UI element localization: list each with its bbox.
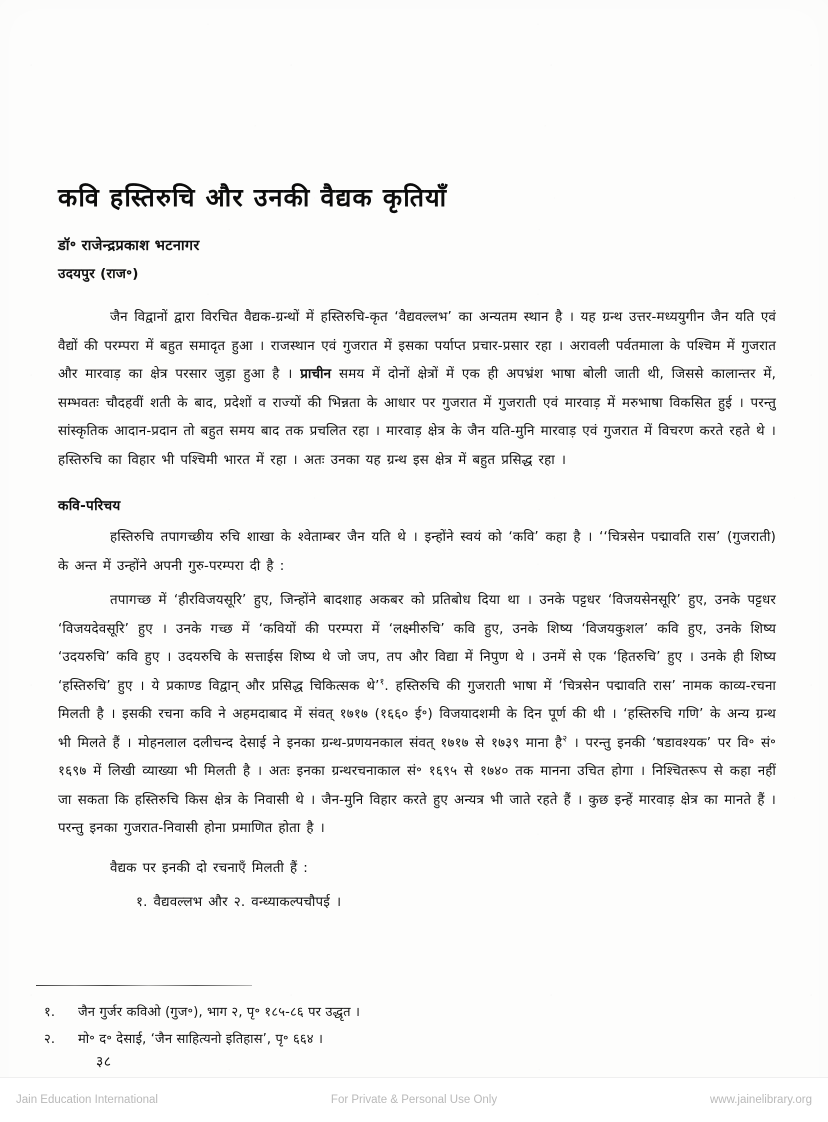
paragraph-intro xyxy=(58,304,776,475)
lineage-part-b: . हस्तिरुचि की गुजराती भाषा में ‘चित्रसेन पद्मावति रास’ नामक काव्य-रचना मिलती है । इसकी रचना कवि ने अहमदाबाद में संवत् १७१७ (१६६० ई॰) विजयादशमी के दिन पूर्ण की थी । ‘हस्तिरुचि गणि’ के अन्य ग्रन्थ भी मिलते हैं । मोहनलाल दलीचन्द देसाई ने इनका ग्रन्थ-प्रणयनकाल संवत् १७१७ से १७३९ माना है xyxy=(58,678,776,751)
page-number: ३८ xyxy=(96,1054,112,1070)
author-name: डॉ॰ राजेन्द्रप्रकाश भटनागर xyxy=(58,238,200,255)
paragraph-intro-part1: जैन विद्वानों द्वारा विरचित वैद्यक-ग्रन्थों में हस्तिरुचि-कृत ‘वैद्यवल्लभ’ का अन्यतम स्थान है । यह ग्रन्थ उत्तर-मध्ययुगीन जैन यति एवं वैद्यों की परम्परा में बहुत समादृत हुआ । राजस्थान एवं गुजरात में इसका पर्याप्त प्रचार-प्रसार रहा । अरावली पर्वतमाला के पश्चिम में गुजरात और मारवाड़ का क्षेत्र परसार जुड़ा हुआ है । xyxy=(58,310,776,383)
paragraph-intro-part2: समय में दोनों क्षेत्रों में एक ही अपभ्रंश भाषा बोली जाती थी, जिससे कालान्तर में, सम्भवतः चौदहवीं शती के बाद, प्रदेशों व राज्यों की भिन्नता के आधार पर गुजरात में गुजराती एवं मारवाड़ में मरुभाषा विकसित हुई । परन्तु सांस्कृतिक आदान-प्रदान तो बहुत समय बाद तक प्रचलित रहा । मारवाड़ क्षेत्र के जैन यति-मुनि मारवाड़ एवं गुजरात में विचरण करते रहते थे । हस्तिरुचि का विहार भी पश्चिमी भारत में रहा । अतः उनका यह ग्रन्थ इस क्षेत्र में बहुत प्रसिद्ध रहा । xyxy=(58,367,776,468)
footnote-ref-2[interactable]: २ xyxy=(562,734,568,745)
footnote-number: २. xyxy=(44,1032,56,1047)
emphasis-prachin: प्राचीन xyxy=(300,367,332,383)
scan-footer-bar xyxy=(0,1077,828,1122)
footer-organization: Jain Education International xyxy=(16,1094,158,1106)
footnote-text: जैन गुर्जर कविओ (गुज॰), भाग २, पृ॰ १८५-८६ पर उद्धृत । xyxy=(78,1005,361,1020)
paragraph-poet-intro: हस्तिरुचि तपागच्छीय रुचि शाखा के श्वेताम्बर जैन यति थे । इन्होंने स्वयं को ‘कवि’ कहा है । ‘‘चित्रसेन पद्मावति रास’ (गुजराती) के अन्त में उन्होंने अपनी गुरु-परम्परा दी है : xyxy=(58,530,776,574)
page-title: कवि हस्तिरुचि और उनकी वैद्यक कृतियाँ xyxy=(58,183,448,212)
section-heading-kavi-parichay: कवि-परिचय xyxy=(58,498,121,515)
footer-usage-notice: For Private & Personal Use Only xyxy=(330,1094,498,1106)
lineage-part-a: तपागच्छ में ‘हीरविजयसूरि’ हुए, जिन्होंने बादशाह अकबर को प्रतिबोध दिया था । उनके पट्टधर ‘विजयसेनसूरि’ हुए, उनके पट्टधर ‘विजयदेवसूरि’ हुए । उनके गच्छ में ‘कवियों की परम्परा में ‘लक्ष्मीरुचि’ कवि हुए, उनके शिष्य ‘विजयकुशल’ कवि हुए, उनके शिष्य ‘उदयरुचि’ कवि हुए । उदयरुचि के सत्ताईस शिष्य थे जो जप, तप और विद्या में निपुण थे । उनमें से एक ‘हितरुचि’ हुए । उनके ही शिष्य ‘हस्तिरुचि’ हुए । ये प्रकाण्ड विद्वान् और प्रसिद्ध चिकित्सक थे’ xyxy=(58,593,776,694)
footer-website-url[interactable]: www.jainelibrary.org xyxy=(709,1094,812,1106)
footnote-text: मो॰ द॰ देसाई, ‘जैन साहित्यनो इतिहास’, पृ॰ ६६४ । xyxy=(78,1032,324,1047)
page-content xyxy=(58,0,776,910)
footnote-ref-1[interactable]: १ xyxy=(379,677,385,688)
closing-line: वैद्यक पर इनकी दो रचनाएँ मिलती हैं : xyxy=(110,860,308,876)
lineage-part-c: । परन्तु इनकी ‘षडावश्यक’ पर वि॰ सं॰ १६९७ में लिखी व्याख्या भी मिलती है । अतः इनका ग्रन्थरचनाकाल सं॰ १६९५ से १७४० तक मानना उचित होगा । निश्चितरूप से कहा नहीं जा सकता कि हस्तिरुचि किस क्षेत्र के निवासी थे । जैन-मुनि विहार करते हुए अन्यत्र भी जाते रहते हैं । कुछ इन्हें मारवाड़ क्षेत्र का मानते हैं । परन्तु इनका गुजरात-निवासी होना प्रमाणित होता है । xyxy=(58,735,777,837)
paragraph-lineage xyxy=(58,587,776,844)
footnotes-section xyxy=(44,1002,744,1056)
author-block xyxy=(58,235,776,282)
footnote-separator-rule xyxy=(36,985,252,986)
footnote-item xyxy=(44,1029,744,1051)
works-list-line: १. वैद्यवल्लभ और २. वन्ध्याकल्पचौपई । xyxy=(136,894,342,910)
footnote-item xyxy=(44,1002,744,1024)
author-place: उदयपुर (राज॰) xyxy=(58,266,139,283)
footnote-number: १. xyxy=(44,1005,56,1020)
